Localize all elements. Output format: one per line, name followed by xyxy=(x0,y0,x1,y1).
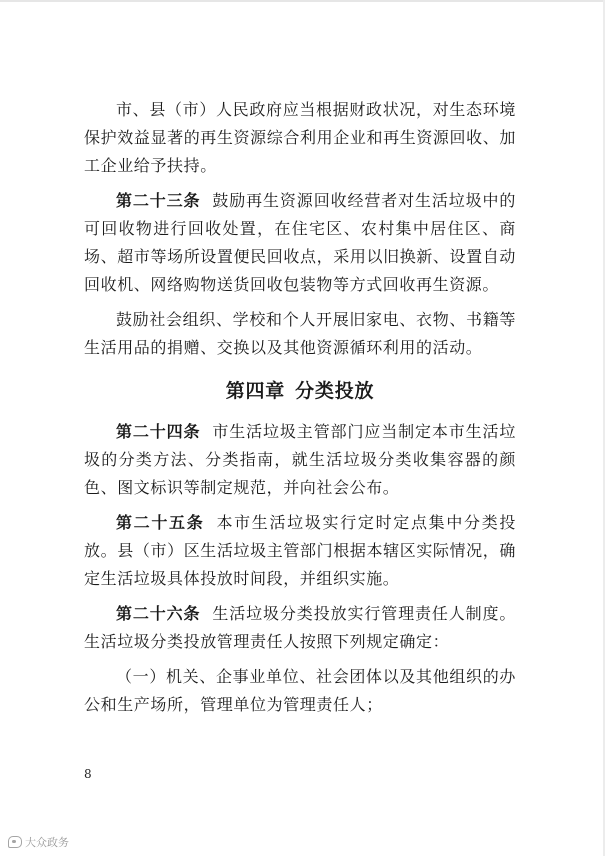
page-number: 8 xyxy=(84,767,92,781)
document-body xyxy=(84,96,516,726)
article-23 xyxy=(84,187,516,299)
list-item-text: （一）机关、企事业单位、社会团体以及其他组织的办公和生产场所，管理单位为管理责任人； xyxy=(84,667,516,714)
article-26 xyxy=(84,600,516,656)
article-25 xyxy=(84,509,516,593)
paragraph-fiscal-support xyxy=(84,96,516,180)
article-24 xyxy=(84,418,516,502)
watermark-text: 大众政务 xyxy=(25,836,69,849)
paragraph-donation xyxy=(84,306,516,362)
article-number: 第二十四条 xyxy=(116,422,201,441)
chapter-heading xyxy=(84,376,516,406)
article-text: 鼓励再生资源回收经营者对生活垃圾中的可回收物进行回收处置，在住宅区、农村集中居住区、商场、超市等场所设置便民回收点，采用以旧换新、设置自动回收机、网络购物送货回收包装物等方式回收再生资源。 xyxy=(84,191,516,294)
page-edge-top xyxy=(0,0,605,2)
chat-bubble-icon xyxy=(8,836,22,848)
chapter-title: 分类投放 xyxy=(295,380,375,402)
article-number: 第二十三条 xyxy=(116,191,201,210)
chapter-number: 第四章 xyxy=(225,380,286,402)
paragraph-text: 鼓励社会组织、学校和个人开展旧家电、衣物、书籍等生活用品的捐赠、交换以及其他资源循环利用的活动。 xyxy=(84,310,516,357)
article-number: 第二十六条 xyxy=(116,604,201,623)
list-item-1 xyxy=(84,663,516,719)
article-text: 市生活垃圾主管部门应当制定本市生活垃圾的分类方法、分类指南，就生活垃圾分类收集容器的颜色、图文标识等制定规范，并向社会公布。 xyxy=(84,422,516,497)
article-text: 生活垃圾分类投放实行管理责任人制度。生活垃圾分类投放管理责任人按照下列规定确定： xyxy=(84,604,516,651)
watermark xyxy=(8,834,69,850)
paragraph-text: 市、县（市）人民政府应当根据财政状况，对生态环境保护效益显著的再生资源综合利用企业和再生资源回收、加工企业给予扶持。 xyxy=(84,100,516,175)
article-number: 第二十五条 xyxy=(116,513,205,532)
article-text: 本市生活垃圾实行定时定点集中分类投放。县（市）区生活垃圾主管部门根据本辖区实际情况，确定生活垃圾具体投放时间段，并组织实施。 xyxy=(84,513,516,588)
